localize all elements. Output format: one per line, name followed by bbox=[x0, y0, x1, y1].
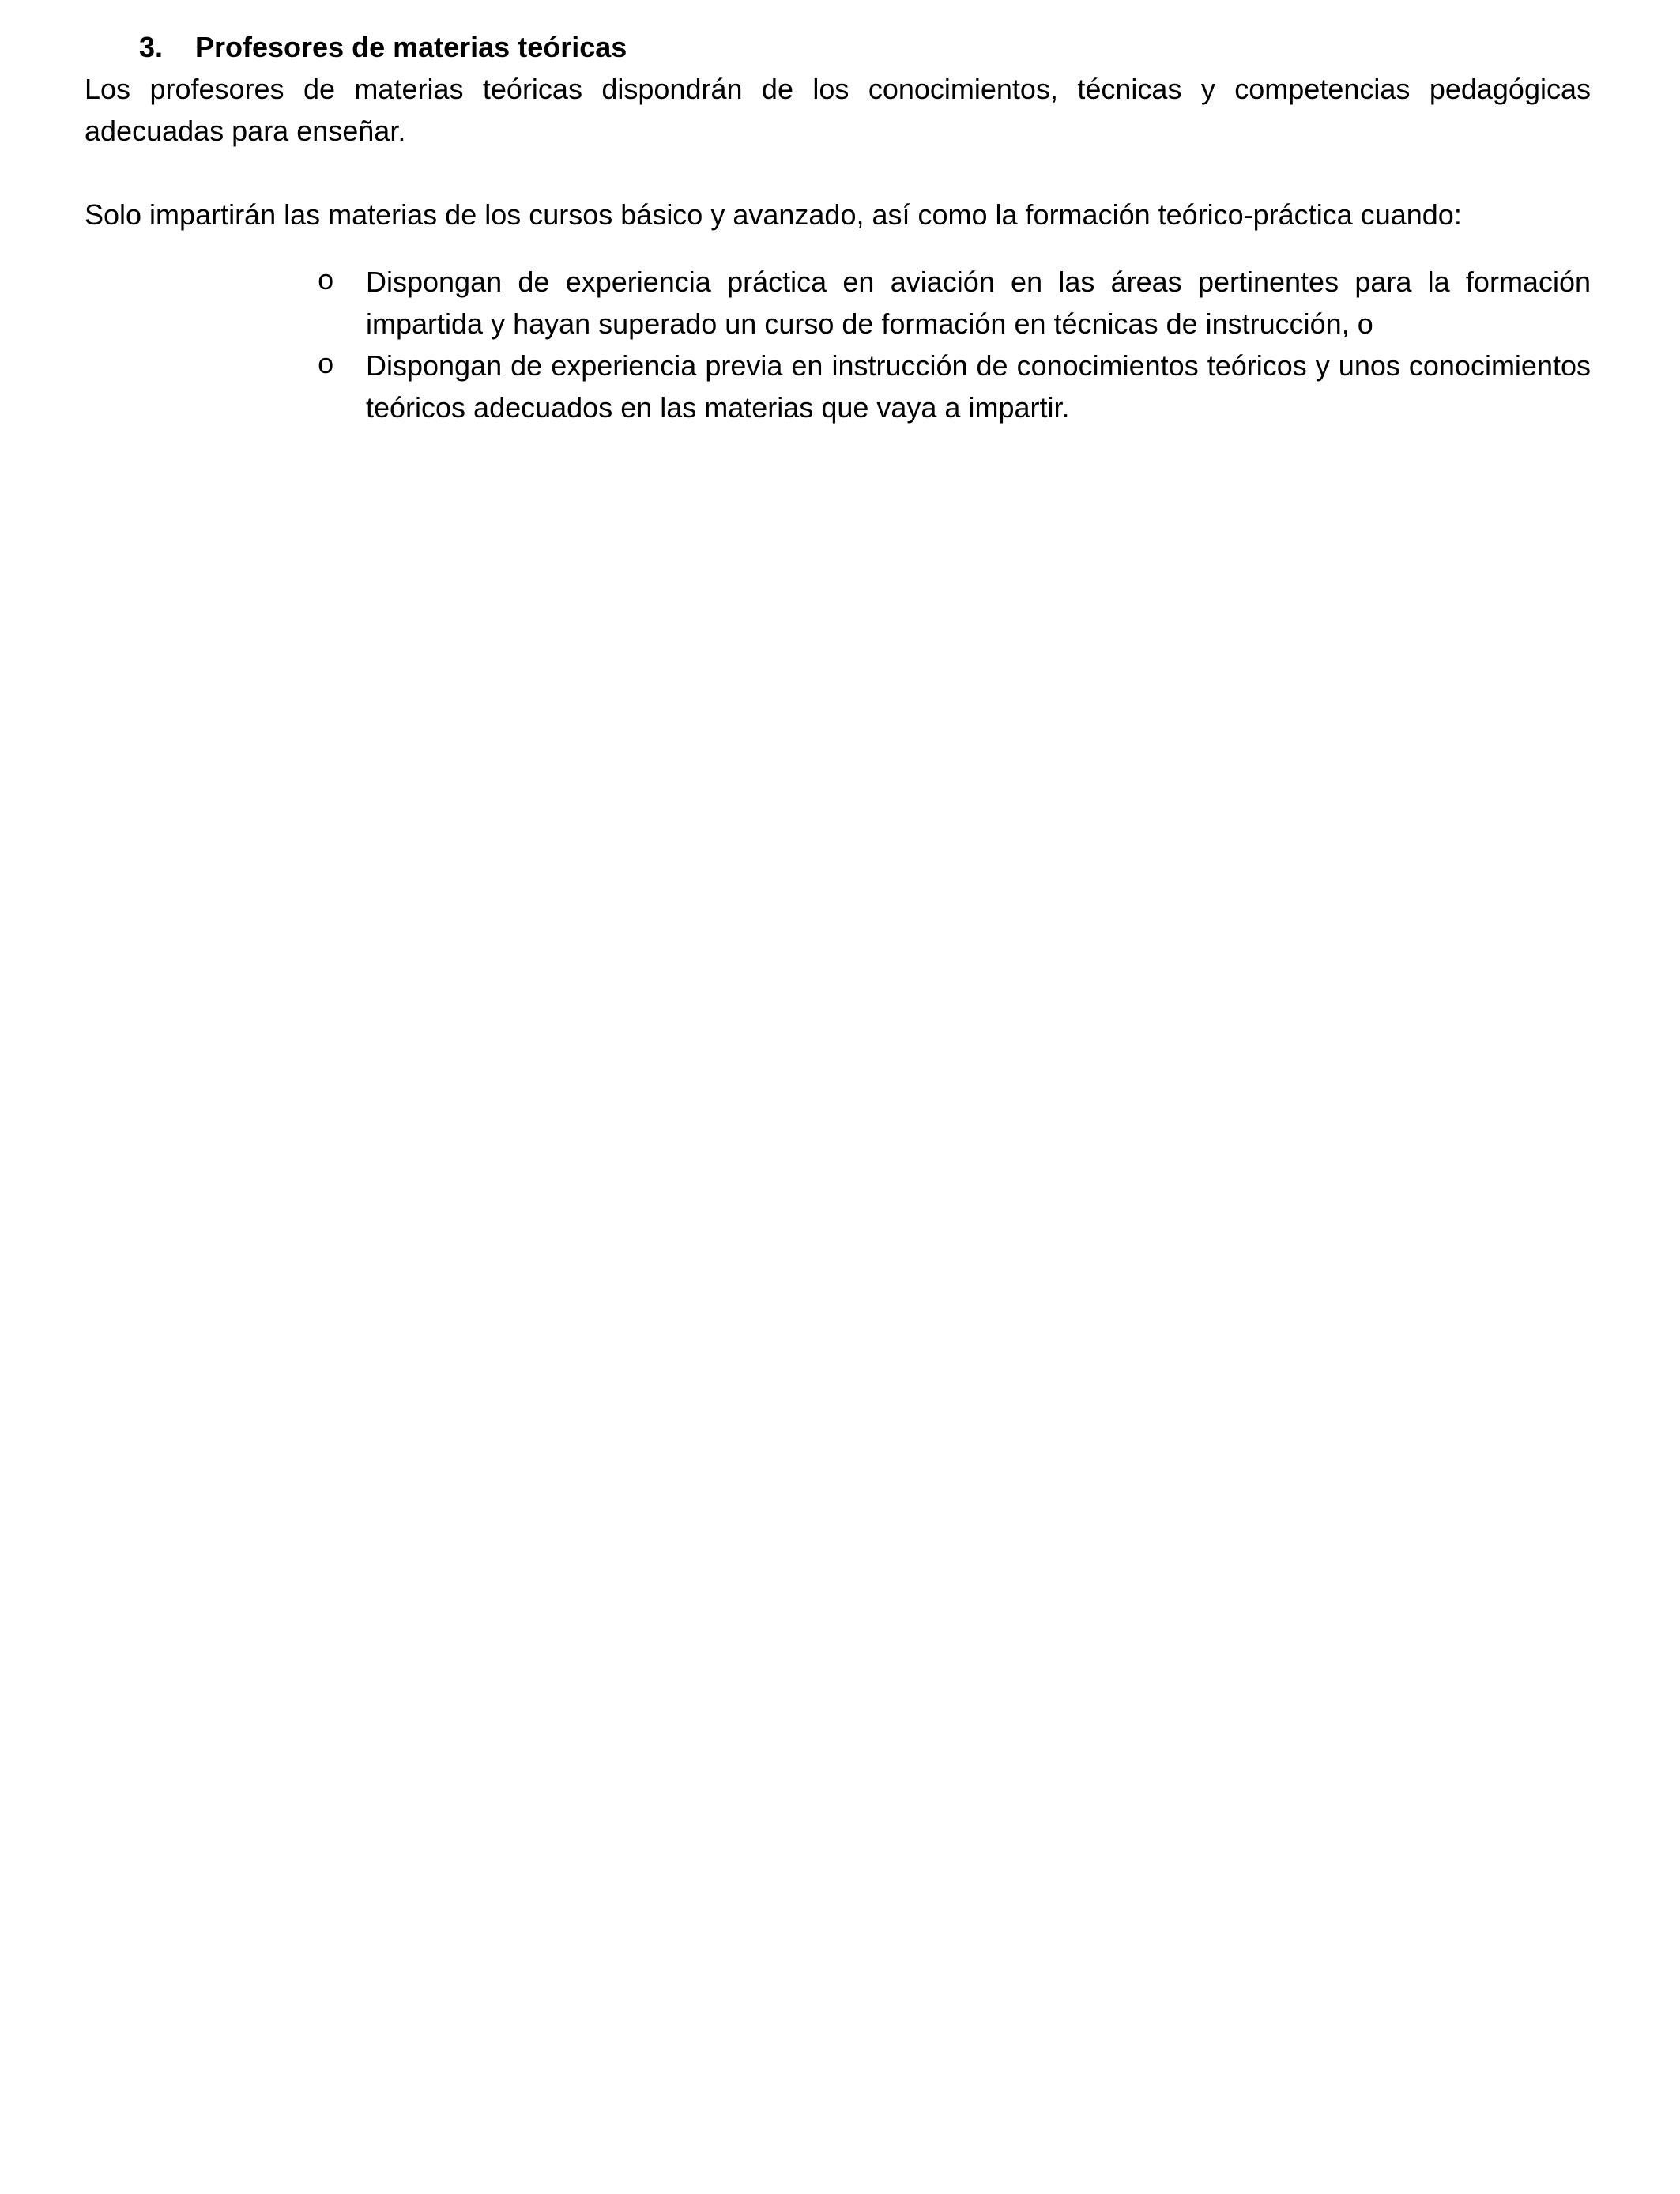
conditions-list bbox=[85, 261, 1591, 428]
section-title: Profesores de materias teóricas bbox=[195, 31, 627, 63]
section-number: 3. bbox=[139, 31, 164, 63]
paragraph-conditions: Solo impartirán las materias de los cursos básico y avanzado, así como la formación teórico-práctica cuando: bbox=[85, 198, 1462, 231]
section-heading bbox=[139, 27, 1591, 68]
list-item bbox=[85, 345, 1591, 428]
bullet-text: Dispongan de experiencia previa en instrucción de conocimientos teóricos y unos conocimientos teóricos adecuados en las materias que vaya a impartir. bbox=[366, 349, 1591, 424]
bullet-text: Dispongan de experiencia práctica en aviación en las áreas pertinentes para la formación impartida y hayan superado un curso de formación en técnicas de instrucción, o bbox=[366, 266, 1591, 340]
document-content bbox=[85, 27, 1591, 428]
bullet-marker: o bbox=[317, 349, 334, 382]
paragraph-intro: Los profesores de materias teóricas dispondrán de los conocimientos, técnicas y competencias pedagógicas adecuadas para enseñar. bbox=[85, 73, 1591, 147]
bullet-marker: o bbox=[317, 266, 334, 298]
list-item bbox=[85, 261, 1591, 345]
